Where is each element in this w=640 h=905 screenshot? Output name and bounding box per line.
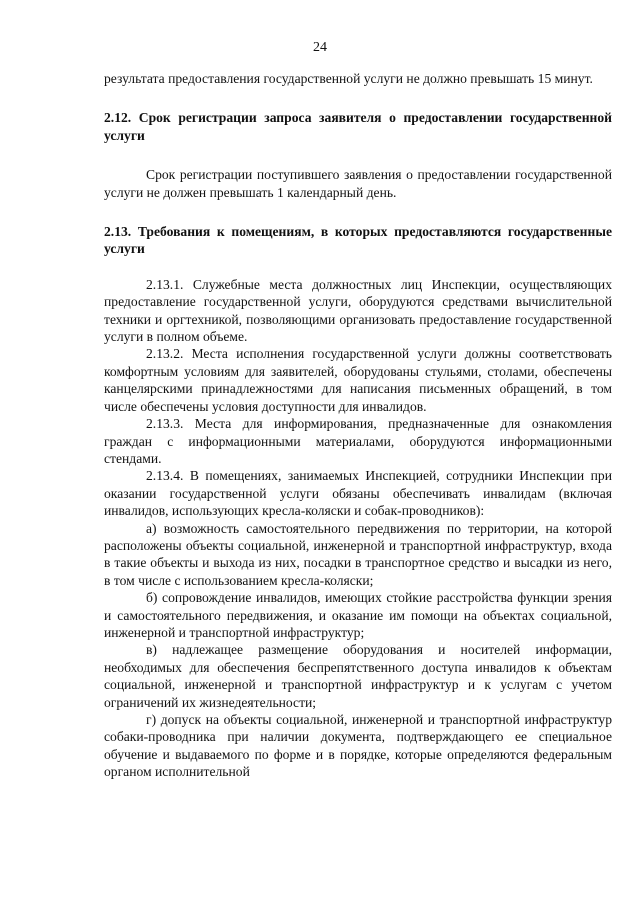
list-item-a: а) возможность самостоятельного передвижения по территории, на которой расположены объекты социальной, инженерной и транспортной инфраструктур, входа в такие объекты и выхода из них, посадки в транспортное средство и высадки из него, в том числе с использованием кресла-коляски; <box>104 520 612 588</box>
list-item-v: в) надлежащее размещение оборудования и носителей информации, необходимых для обеспечения беспрепятственного доступа инвалидов к объектам социальной, инженерной и транспортной инфраструктур и к услугам с учетом ограничений их жизнедеятельности; <box>104 642 612 710</box>
paragraph-2-13-1: 2.13.1. Служебные места должностных лиц Инспекции, осуществляющих предоставление государственной услуги, оборудуются средствами вычислительной техники и оргтехникой, позволяющими организовать предоставление государственной услуги в полном объеме. <box>104 276 612 345</box>
page-number: 24 <box>313 40 327 55</box>
paragraph-2-12: Срок регистрации поступившего заявления о предоставлении государственной услуги не должен превышать 1 календарный день. <box>104 167 612 200</box>
section-heading-2-13: 2.13. Требования к помещениям, в которых предоставляются государственные услуги <box>104 224 612 257</box>
list-item-b: б) сопровождение инвалидов, имеющих стойкие расстройства функции зрения и самостоятельного передвижения, и оказание им помощи на объектах социальной, инженерной и транспортной инфраструктур; <box>104 590 612 640</box>
paragraph-2-13-2: 2.13.2. Места исполнения государственной услуги должны соответствовать комфортным условиям для заявителей, оборудованы стульями, столами, обеспечены канцелярскими принадлежностями для написания письменных обращений, в том числе обеспечены условия доступности для инвалидов. <box>104 346 612 414</box>
paragraph-continuation: результата предоставления государственной услуги не должно превышать 15 минут. <box>104 71 593 86</box>
list-item-g: г) допуск на объекты социальной, инженерной и транспортной инфраструктур собаки-проводника при наличии документа, подтверждающего ее специальное обучение и выдаваемого по форме и в порядке, которые определяются федеральным органом исполнительной <box>104 712 612 780</box>
paragraph-2-13-3: 2.13.3. Места для информирования, предназначенные для ознакомления граждан с информационными материалами, оборудуются информационными стендами. <box>104 416 612 466</box>
section-heading-2-12: 2.12. Срок регистрации запроса заявителя о предоставлении государственной услуги <box>104 110 612 143</box>
paragraph-2-13-4: 2.13.4. В помещениях, занимаемых Инспекцией, сотрудники Инспекции при оказании государственной услуги обязаны обеспечивать инвалидам (включая инвалидов, использующих кресла-коляски и собак-проводников): <box>104 468 612 519</box>
document-body <box>104 70 612 781</box>
